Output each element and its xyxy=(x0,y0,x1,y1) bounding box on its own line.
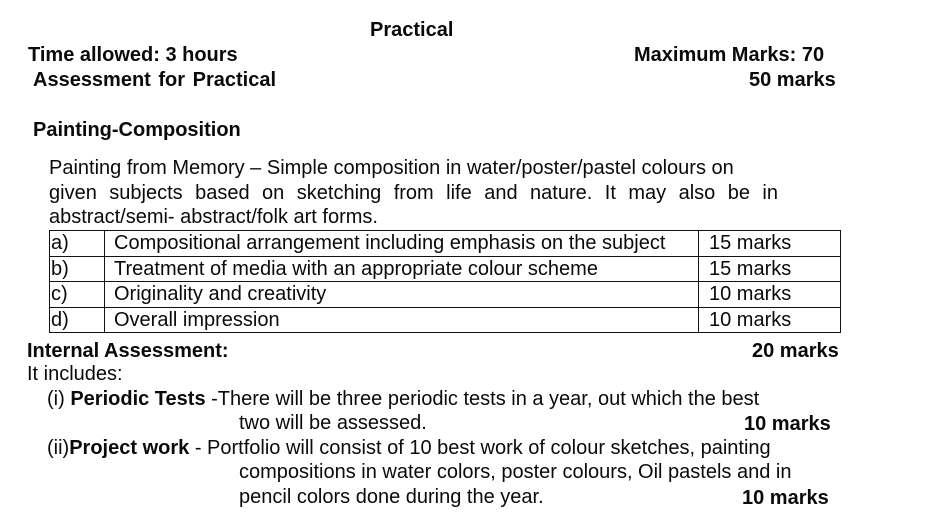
row-marks: 10 marks xyxy=(699,282,841,308)
item-separator: - xyxy=(205,388,218,410)
project-work-line-3: pencil colors done during the year. xyxy=(239,486,544,508)
item-number: (i) xyxy=(47,388,65,410)
item-number: (ii) xyxy=(47,437,70,459)
item-line-1: Portfolio will consist of 10 best work of colour sketches, painting xyxy=(207,437,771,459)
table-row xyxy=(50,256,841,282)
row-criterion: Originality and creativity xyxy=(105,282,699,308)
periodic-tests-item xyxy=(47,387,759,412)
item-line-1: There will be three periodic tests in a year, out which the best xyxy=(217,388,760,410)
project-work-marks: 10 marks xyxy=(742,487,829,509)
section-heading: Painting-Composition xyxy=(33,119,241,141)
row-label: c) xyxy=(50,282,105,308)
periodic-tests-line-2: two will be assessed. xyxy=(239,412,427,434)
description-line-3: abstract/semi- abstract/folk art forms. xyxy=(49,206,378,228)
row-label: d) xyxy=(50,307,105,333)
page-title: Practical xyxy=(370,19,454,41)
assessment-label: Assessment for Practical xyxy=(33,69,277,91)
row-criterion: Overall impression xyxy=(105,307,699,333)
time-allowed: Time allowed: 3 hours xyxy=(28,44,238,66)
row-marks: 15 marks xyxy=(699,256,841,282)
project-work-item xyxy=(47,436,771,461)
table-row xyxy=(50,307,841,333)
periodic-tests-marks: 10 marks xyxy=(744,413,831,435)
internal-assessment-marks: 20 marks xyxy=(752,340,839,362)
table-row xyxy=(50,231,841,257)
row-criterion: Treatment of media with an appropriate colour scheme xyxy=(105,256,699,282)
item-title: Periodic Tests xyxy=(70,388,206,410)
internal-intro: It includes: xyxy=(27,363,123,385)
row-label: a) xyxy=(50,231,105,257)
row-criterion: Compositional arrangement including emphasis on the subject xyxy=(105,231,699,257)
assessment-marks: 50 marks xyxy=(749,69,836,91)
internal-assessment-heading: Internal Assessment: xyxy=(27,340,229,362)
item-separator: - xyxy=(189,437,208,459)
row-label: b) xyxy=(50,256,105,282)
item-title: Project work xyxy=(69,437,190,459)
row-marks: 10 marks xyxy=(699,307,841,333)
row-marks: 15 marks xyxy=(699,231,841,257)
description-line-1: Painting from Memory – Simple composition in water/poster/pastel colours on xyxy=(49,157,734,179)
description-line-2: given subjects based on sketching from life and nature. It may also be in xyxy=(49,182,778,204)
rubric-table xyxy=(49,230,841,333)
table-row xyxy=(50,282,841,308)
project-work-line-2: compositions in water colors, poster colours, Oil pastels and in xyxy=(239,461,792,483)
maximum-marks: Maximum Marks: 70 xyxy=(634,44,825,66)
